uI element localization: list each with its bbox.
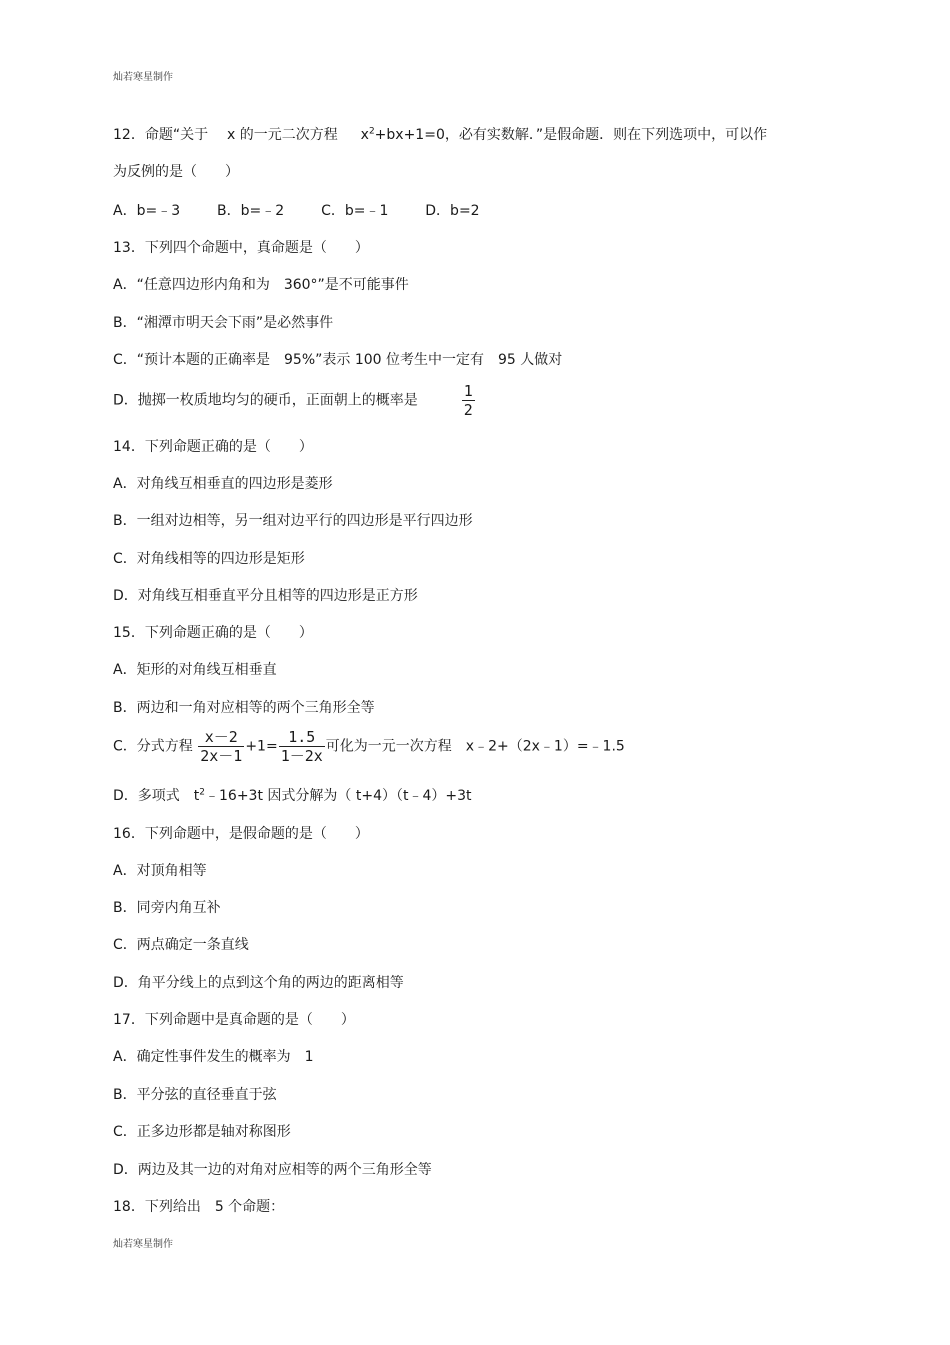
q13-option-c: C．“预计本题的正确率是 95%”表示 100 位考生中一定有 95 人做对 bbox=[113, 352, 563, 368]
fraction-denominator: 2 bbox=[463, 401, 473, 419]
q15-option-a: A．矩形的对角线互相垂直 bbox=[113, 662, 277, 678]
q12-text-a: 12．命题“关于 bbox=[113, 127, 209, 143]
fraction-numerator: x－2 bbox=[204, 728, 238, 746]
q15-stem: 15．下列命题正确的是（ ） bbox=[113, 625, 313, 641]
fraction-one-half bbox=[462, 382, 475, 419]
fraction-lhs bbox=[198, 728, 244, 765]
q14-stem: 14．下列命题正确的是（ ） bbox=[113, 439, 313, 455]
q15-option-c-suffix: 可化为一元一次方程 x﹣2+（2x﹣1）=﹣1.5 bbox=[325, 738, 625, 755]
q16-option-d: D．角平分线上的点到这个角的两边的距离相等 bbox=[113, 975, 404, 991]
q13-option-d bbox=[113, 382, 476, 419]
q16-stem: 16．下列命题中，是假命题的是（ ） bbox=[113, 826, 369, 842]
q15-option-d-prefix: D．多项式 t bbox=[113, 788, 200, 804]
q15-plus-one-equals: +1= bbox=[245, 738, 278, 755]
q12-stem-line1 bbox=[113, 124, 767, 144]
q14-option-b: B．一组对边相等，另一组对边平行的四边形是平行四边形 bbox=[113, 513, 473, 529]
q15-option-d bbox=[113, 785, 472, 805]
q15-option-d-suffix: ﹣16+3t 因式分解为（ t+4）（t﹣4）+3t bbox=[205, 788, 472, 804]
q17-option-d: D．两边及其一边的对角对应相等的两个三角形全等 bbox=[113, 1162, 432, 1178]
fraction-rhs bbox=[279, 728, 325, 765]
q12-options bbox=[113, 200, 480, 220]
q16-option-b: B．同旁内角互补 bbox=[113, 900, 221, 916]
q13-option-a: A．“任意四边形内角和为 360°”是不可能事件 bbox=[113, 277, 409, 293]
q13-option-b: B．“湘潭市明天会下雨”是必然事件 bbox=[113, 315, 334, 331]
q18-stem: 18．下列给出 5 个命题： bbox=[113, 1199, 285, 1215]
q17-option-c: C．正多边形都是轴对称图形 bbox=[113, 1124, 291, 1140]
page-header: 灿若寒星制作 bbox=[113, 72, 173, 83]
q12-text-d: +bx+1=0，必有实数解．”是假命题．则在下列选项中，可以作 bbox=[374, 127, 768, 143]
q14-option-d: D．对角线互相垂直平分且相等的四边形是正方形 bbox=[113, 588, 418, 604]
q16-option-a: A．对顶角相等 bbox=[113, 863, 207, 879]
q15-option-c bbox=[113, 728, 625, 765]
q13-option-d-text: D．抛掷一枚质地均匀的硬币，正面朝上的概率是 bbox=[113, 392, 418, 409]
q12-stem-line2: 为反例的是（ ） bbox=[113, 164, 239, 180]
q12-option-a: A．b=﹣3 bbox=[113, 203, 181, 219]
q12-var-x: x bbox=[360, 127, 369, 143]
fraction-numerator: 1.5 bbox=[288, 728, 316, 746]
q17-option-a: A．确定性事件发生的概率为 1 bbox=[113, 1049, 314, 1065]
q16-option-c: C．两点确定一条直线 bbox=[113, 937, 249, 953]
q12-exponent: 2 bbox=[368, 126, 375, 137]
q12-text-b: x 的一元二次方程 bbox=[226, 127, 338, 143]
fraction-numerator: 1 bbox=[463, 382, 473, 400]
q12-option-b: B．b=﹣2 bbox=[217, 203, 285, 219]
q15-option-b: B．两边和一角对应相等的两个三角形全等 bbox=[113, 700, 375, 716]
q17-option-b: B．平分弦的直径垂直于弦 bbox=[113, 1087, 277, 1103]
q15-option-c-prefix: C．分式方程 bbox=[113, 738, 193, 755]
fraction-denominator: 2x－1 bbox=[200, 747, 243, 765]
q13-stem: 13．下列四个命题中，真命题是（ ） bbox=[113, 240, 369, 256]
q12-option-c: C．b=﹣1 bbox=[321, 203, 389, 219]
q14-option-c: C．对角线相等的四边形是矩形 bbox=[113, 551, 305, 567]
q15-exponent: 2 bbox=[199, 787, 206, 798]
q12-option-d: D．b=2 bbox=[425, 203, 480, 219]
fraction-denominator: 1－2x bbox=[280, 747, 323, 765]
q17-stem: 17．下列命题中是真命题的是（ ） bbox=[113, 1012, 355, 1028]
page-footer: 灿若寒星制作 bbox=[113, 1239, 173, 1250]
q14-option-a: A．对角线互相垂直的四边形是菱形 bbox=[113, 476, 333, 492]
